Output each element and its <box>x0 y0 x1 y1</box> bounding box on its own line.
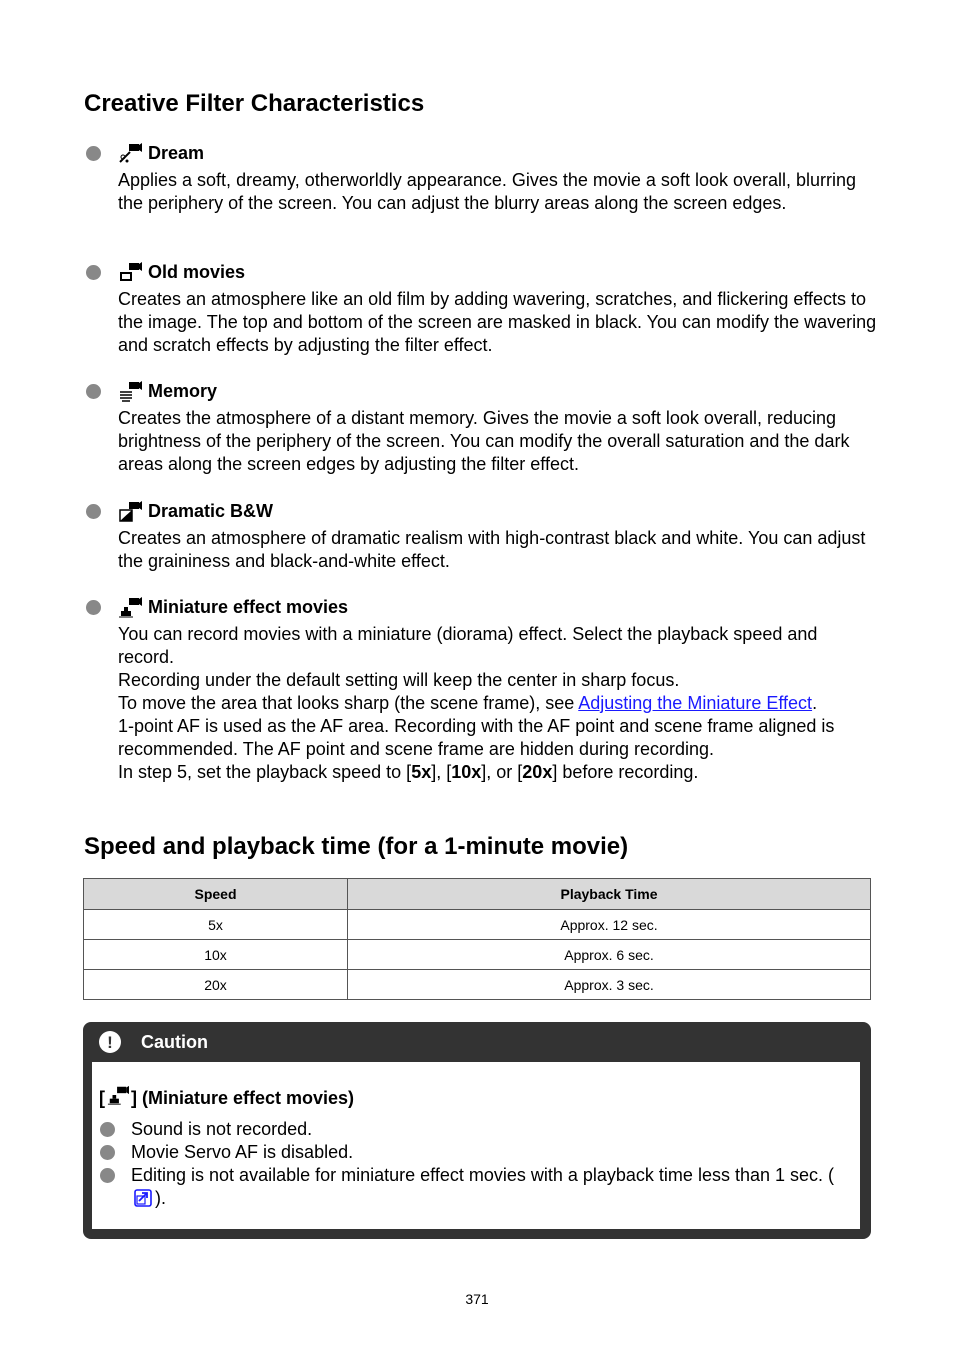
adjusting-miniature-effect-link[interactable]: Adjusting the Miniature Effect <box>578 693 813 713</box>
caution-subtitle: [ ] (Miniature effect movies) <box>99 1084 354 1111</box>
filter-title: Dramatic B&W <box>148 501 274 521</box>
filter-description: Creates an atmosphere of dramatic realism with high-contrast black and white. You can adjust the graininess and black-and-white effect. <box>118 528 866 571</box>
page-number: 371 <box>465 1291 489 1307</box>
caution-title: Caution <box>141 1031 208 1052</box>
filter-title: Memory <box>148 381 218 401</box>
caution-content <box>92 1062 860 1229</box>
playback-time-cell: Approx. 12 sec. <box>348 910 871 940</box>
bullet-icon <box>86 265 101 280</box>
bullet-icon <box>86 146 101 161</box>
movie-filter-memory-icon <box>118 380 142 402</box>
bullet-icon <box>86 504 101 519</box>
filter-title: Dream <box>148 143 205 163</box>
filter-description: Applies a soft, dreamy, otherworldly appearance. Gives the movie a soft look overall, blurring the periphery of the screen. You can adjust the blurry areas along the screen edges. <box>118 170 857 213</box>
speed-cell: 10x <box>84 940 348 970</box>
table-row <box>84 910 871 940</box>
movie-filter-old-movies-icon <box>118 261 142 283</box>
filter-title: Old movies <box>148 262 246 282</box>
column-header-speed: Speed <box>84 879 348 910</box>
column-header-playback-time: Playback Time <box>348 879 871 910</box>
caution-box <box>83 1022 871 1239</box>
table-row <box>84 970 871 1000</box>
filter-description: Creates an atmosphere like an old film by adding wavering, scratches, and flickering effects to the image. The top and bottom of the screen are masked in black. You can modify the wavering and scratch effects by adjusting the filter effect. <box>118 289 877 355</box>
reference-link-icon[interactable] <box>134 1189 152 1213</box>
caution-item-text: Movie Servo AF is disabled. <box>131 1142 354 1162</box>
bullet-icon <box>86 384 101 399</box>
filter-description: Creates the atmosphere of a distant memory. Gives the movie a soft look overall, reducing brightness of the periphery of the screen. You can modify the overall saturation and the dark areas along the screen edges by adjusting the filter effect. <box>118 408 850 474</box>
miniature-paragraph-5: In step 5, set the playback speed to [5x], [10x], or [20x] before recording. <box>118 762 699 782</box>
movie-filter-miniature-icon <box>107 1084 129 1111</box>
movie-filter-miniature-icon <box>118 596 142 618</box>
caution-item-text: Sound is not recorded. <box>131 1119 313 1139</box>
exclamation-icon: ! <box>99 1031 121 1053</box>
section-title-creative-filter: Creative Filter Characteristics <box>84 90 425 117</box>
table-row <box>84 940 871 970</box>
bullet-icon <box>100 1168 115 1183</box>
section-title-speed-playback: Speed and playback time (for a 1-minute movie) <box>84 833 629 860</box>
miniature-paragraph-4: 1-point AF is used as the AF area. Recording with the AF point and scene frame aligned is recommended. The AF point and scene frame are hidden during recording. <box>118 716 835 759</box>
miniature-paragraph-1: You can record movies with a miniature (diorama) effect. Select the playback speed and record. <box>118 624 818 667</box>
caution-header <box>83 1022 871 1062</box>
miniature-paragraph-3: To move the area that looks sharp (the scene frame), see Adjusting the Miniature Effect. <box>118 693 818 713</box>
bullet-icon <box>100 1145 115 1160</box>
filter-title: Miniature effect movies <box>148 597 349 617</box>
playback-time-cell: Approx. 3 sec. <box>348 970 871 1000</box>
speed-playback-table <box>83 878 871 1000</box>
table-header-row <box>84 879 871 910</box>
bullet-icon <box>100 1122 115 1137</box>
miniature-paragraph-2: Recording under the default setting will keep the center in sharp focus. <box>118 670 680 690</box>
bullet-icon <box>86 600 101 615</box>
speed-cell: 20x <box>84 970 348 1000</box>
playback-time-cell: Approx. 6 sec. <box>348 940 871 970</box>
movie-filter-dramatic-bw-icon <box>118 500 142 522</box>
caution-item-text: Editing is not available for miniature effect movies with a playback time less than 1 sec. (). <box>131 1164 851 1213</box>
speed-cell: 5x <box>84 910 348 940</box>
movie-filter-dream-icon <box>118 142 142 164</box>
